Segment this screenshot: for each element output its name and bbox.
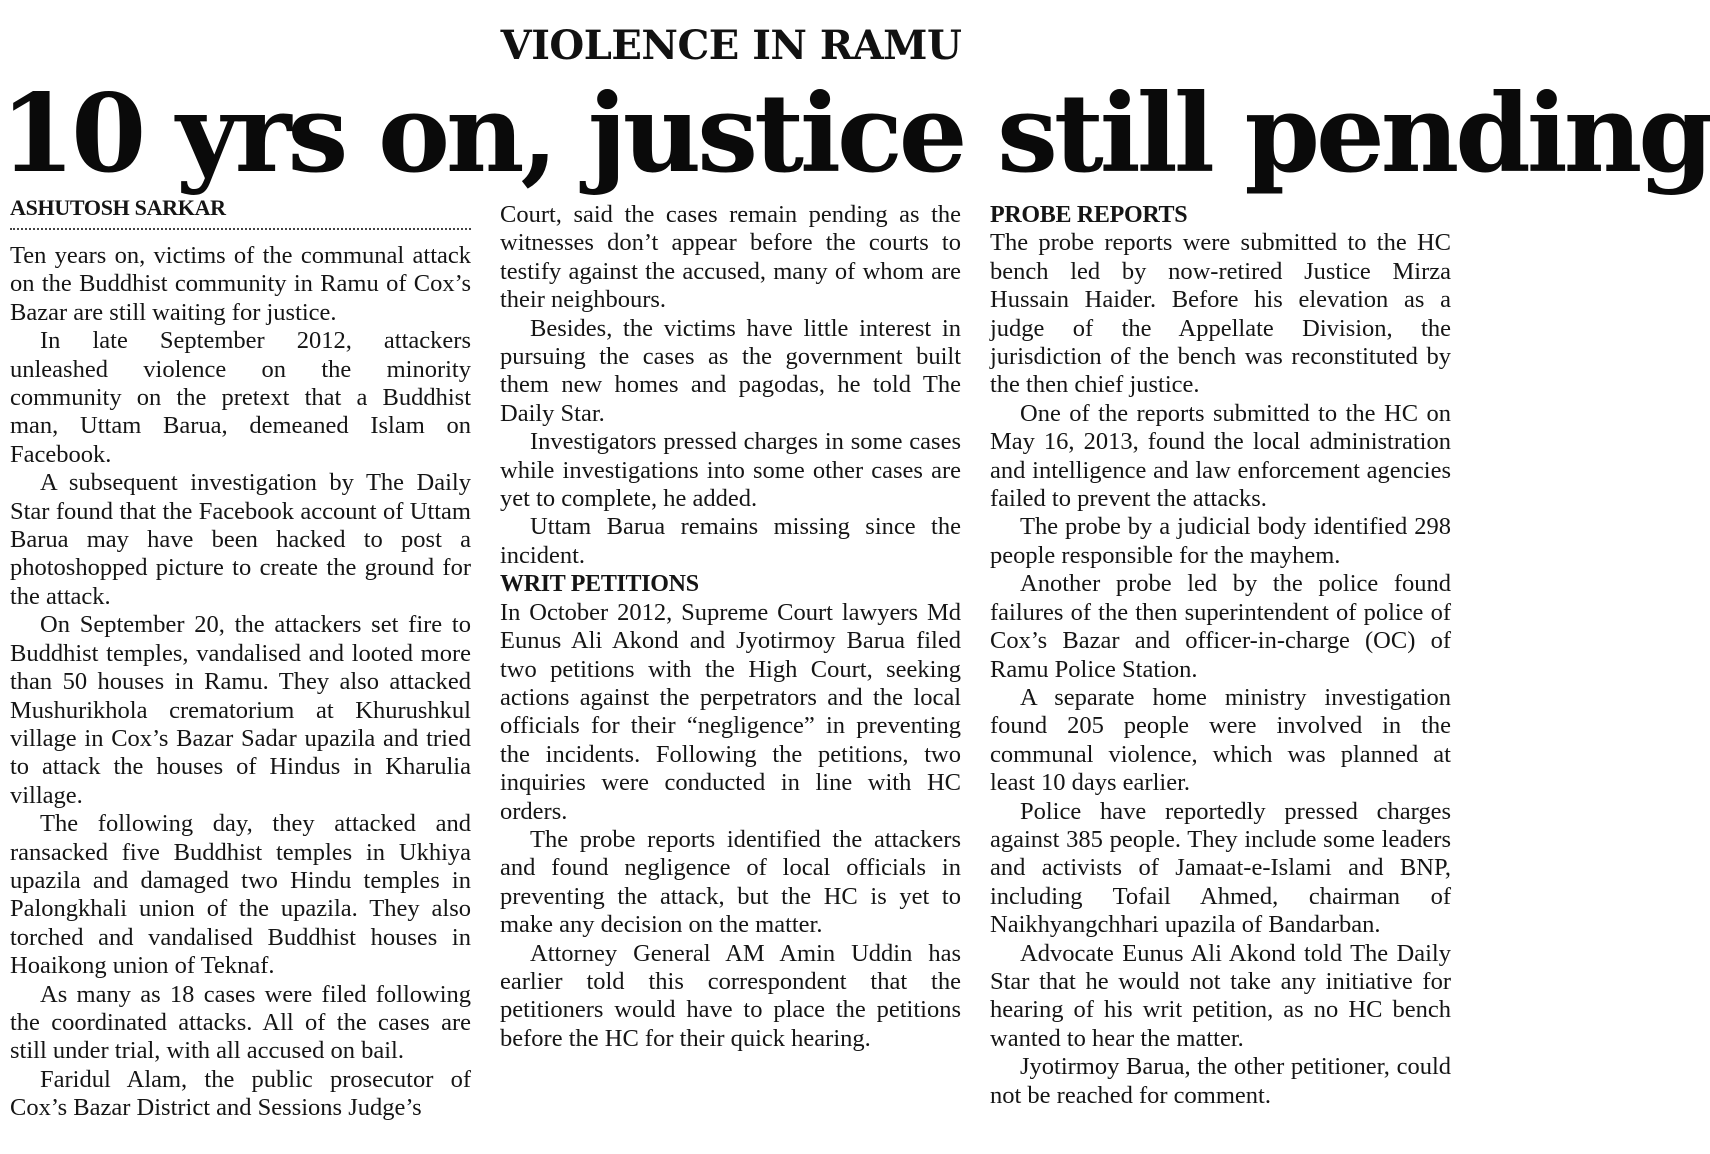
paragraph: Police have reportedly pressed charges against 385 people. They include some leaders and activists of Jamaat-e-Islami and BNP, including Tofail Ahmed, chairman of Naikhyangchhari upazila of Bandarban. [990, 797, 1451, 939]
paragraph: One of the reports submitted to the HC on May 16, 2013, found the local administration and intelligence and law enforcement agencies failed to prevent the attacks. [990, 399, 1451, 513]
paragraph: Jyotirmoy Barua, the other petitioner, could not be reached for comment. [990, 1053, 1451, 1109]
headline: 10 yrs on, justice still pending [0, 71, 1710, 197]
paragraph: Attorney General AM Amin Uddin has earlier told this correspondent that the petitioners would have to place the petitions before the HC for their quick hearing. [500, 939, 961, 1052]
paragraph: The following day, they attacked and ransacked five Buddhist temples in Ukhiya upazila and damaged two Hindu temples in Palongkhali union of the upazila. They also torched and vandalised Buddhist houses in Hoaikong union of Teknaf. [10, 810, 471, 980]
paragraph: As many as 18 cases were filed following the coordinated attacks. All of the cases are still under trial, with all accused on bail. [10, 980, 471, 1065]
paragraph: In October 2012, Supreme Court lawyers Md Eunus Ali Akond and Jyotirmoy Barua filed two petitions with the High Court, seeking actions against the perpetrators and the local officials for their “negligence” in preventing the incidents. Following the petitions, two inquiries were conducted in line with HC orders. [500, 598, 961, 825]
paragraph: Ten years on, victims of the communal attack on the Buddhist community in Ramu of Cox’s Bazar are still waiting for justice. [10, 242, 471, 326]
paragraph: Advocate Eunus Ali Akond told The Daily Star that he would not take any initiative for hearing of his writ petition, as no HC bench wanted to hear the matter. [990, 939, 1451, 1052]
paragraph: Another probe led by the police found failures of the then superintendent of police of Cox’s Bazar and officer-in-charge (OC) of Ramu Police Station. [990, 570, 1451, 683]
paragraph: The probe by a judicial body identified 298 people responsible for the mayhem. [990, 513, 1451, 569]
article-column-3 [990, 201, 1451, 1110]
paragraph: The probe reports identified the attackers and found negligence of local officials in preventing the attack, but the HC is yet to make any decision on the matter. [500, 825, 961, 939]
byline: ASHUTOSH SARKAR [10, 194, 471, 230]
paragraph: A separate home ministry investigation found 205 people were involved in the communal violence, which was planned at least 10 days earlier. [990, 683, 1451, 797]
subhead-writ-petitions: WRIT PETITIONS [500, 571, 699, 598]
article-column-1 [10, 194, 471, 1123]
paragraph: Investigators pressed charges in some cases while investigations into some other cases are yet to complete, he added. [500, 428, 961, 513]
article-column-2 [500, 201, 961, 1053]
paragraph: In late September 2012, attackers unleashed violence on the minority community on the pretext that a Buddhist man, Uttam Barua, demeaned Islam on Facebook. [10, 327, 471, 468]
paragraph: A subsequent investigation by The Daily Star found that the Facebook account of Uttam Barua may have been hacked to post a photoshopped picture to create the ground for the attack. [10, 469, 471, 610]
subhead-probe-reports: PROBE REPORTS [990, 202, 1188, 228]
paragraph: Faridul Alam, the public prosecutor of Cox’s Bazar District and Sessions Judge’s [10, 1065, 471, 1122]
paragraph: The probe reports were submitted to the HC bench led by now-retired Justice Mirza Hussain Haider. Before his elevation as a judge of the Appellate Division, the jurisdiction of the bench was reconstituted by the then chief justice. [990, 229, 1451, 399]
paragraph: Uttam Barua remains missing since the incident. [500, 513, 961, 569]
paragraph-continued: Court, said the cases remain pending as the witnesses don’t appear before the courts to testify against the accused, many of whom are their neighbours. [500, 201, 961, 314]
kicker: VIOLENCE IN RAMU [500, 22, 962, 69]
paragraph: On September 20, the attackers set fire to Buddhist temples, vandalised and looted more than 50 houses in Ramu. They also attacked Mushurikhola crematorium at Khurushkul village in Cox’s Bazar Sadar upazila and tried to attack the houses of Hindus in Kharulia village. [10, 611, 471, 809]
paragraph: Besides, the victims have little interest in pursuing the cases as the government built them new homes and pagodas, he told The Daily Star. [500, 314, 961, 427]
